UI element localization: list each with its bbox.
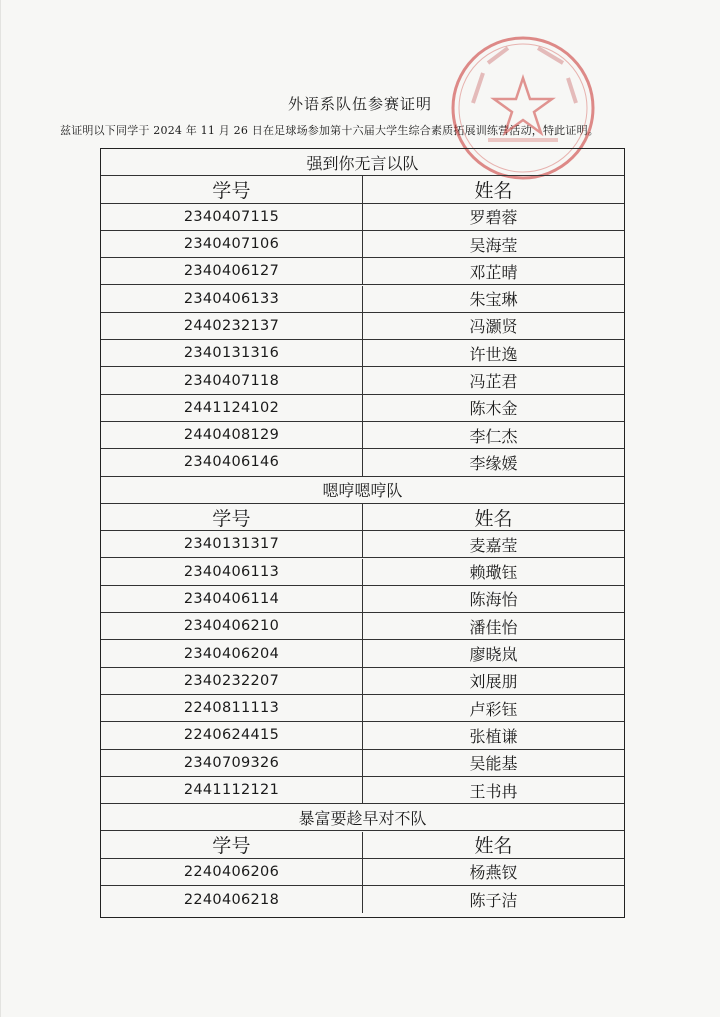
table-row bbox=[101, 695, 624, 722]
team-name-row: 嗯哼嗯哼队 bbox=[101, 477, 624, 504]
table-row bbox=[101, 313, 624, 340]
table-row bbox=[101, 613, 624, 640]
student-id-cell: 2340131316 bbox=[101, 340, 363, 366]
student-id-cell: 2240406206 bbox=[101, 859, 363, 885]
student-name-cell: 张植谦 bbox=[469, 726, 518, 746]
student-id-cell: 2340407115 bbox=[101, 204, 363, 230]
name-header: 姓名 bbox=[474, 507, 513, 530]
student-name-cell: 王书冉 bbox=[469, 781, 518, 801]
document-title: 外语系队伍参赛证明 bbox=[287, 95, 432, 113]
student-id-cell: 2340406133 bbox=[101, 286, 363, 312]
table-row bbox=[101, 750, 624, 777]
student-id-header: 学号 bbox=[101, 504, 363, 530]
table-row bbox=[101, 204, 624, 231]
table-row bbox=[101, 640, 624, 667]
table-row bbox=[101, 668, 624, 695]
student-name-cell: 陈木金 bbox=[469, 399, 518, 419]
table-row bbox=[101, 286, 624, 313]
table-row bbox=[101, 559, 624, 586]
student-name-cell: 杨燕钗 bbox=[469, 863, 518, 883]
table-row bbox=[101, 395, 624, 422]
student-id-cell: 2340406146 bbox=[101, 449, 363, 475]
student-id-cell: 2441112121 bbox=[101, 777, 363, 803]
student-name-cell: 许世逸 bbox=[469, 344, 518, 364]
student-id-cell: 2340406113 bbox=[101, 559, 363, 585]
roster-table bbox=[100, 148, 625, 918]
table-row bbox=[101, 231, 624, 258]
student-id-cell: 2340407106 bbox=[101, 231, 363, 257]
student-id-cell: 2340232207 bbox=[101, 668, 363, 694]
student-name-cell: 冯灏贤 bbox=[469, 317, 518, 337]
table-row bbox=[101, 367, 624, 394]
team-name-row: 暴富要趁早对不队 bbox=[101, 804, 624, 831]
student-name-cell: 赖璥钰 bbox=[469, 563, 518, 583]
table-row bbox=[101, 422, 624, 449]
table-row bbox=[101, 531, 624, 558]
student-id-cell: 2441124102 bbox=[101, 395, 363, 421]
student-name-cell: 罗碧蓉 bbox=[469, 208, 518, 228]
student-name-cell: 潘佳怡 bbox=[469, 617, 518, 637]
table-row bbox=[101, 449, 624, 476]
student-id-cell: 2240624415 bbox=[101, 722, 363, 748]
student-id-cell: 2340406210 bbox=[101, 613, 363, 639]
certification-statement: 兹证明以下同学于 2024 年 11 月 26 日在足球场参加第十六届大学生综合素质拓展训练营活动，特此证明。 bbox=[60, 124, 599, 137]
student-name-cell: 邓芷晴 bbox=[469, 262, 518, 282]
student-name-cell: 刘展朋 bbox=[469, 672, 518, 692]
table-row bbox=[101, 886, 624, 913]
column-header-row bbox=[101, 504, 624, 531]
column-header-row bbox=[101, 832, 624, 859]
student-id-cell: 2340406114 bbox=[101, 586, 363, 612]
table-row bbox=[101, 340, 624, 367]
student-name-cell: 陈海怡 bbox=[469, 590, 518, 610]
table-row bbox=[101, 859, 624, 886]
student-id-cell: 2440232137 bbox=[101, 313, 363, 339]
student-id-cell: 2340131317 bbox=[101, 531, 363, 557]
table-row bbox=[101, 722, 624, 749]
student-name-cell: 廖晓岚 bbox=[469, 645, 518, 665]
table-row bbox=[101, 777, 624, 804]
team-name-row: 强到你无言以队 bbox=[101, 149, 624, 176]
student-id-cell: 2240811113 bbox=[101, 695, 363, 721]
student-id-cell: 2440408129 bbox=[101, 422, 363, 448]
student-id-cell: 2340406204 bbox=[101, 640, 363, 666]
name-header: 姓名 bbox=[474, 179, 513, 202]
student-name-cell: 冯芷君 bbox=[469, 372, 518, 392]
student-id-cell: 2240406218 bbox=[101, 886, 363, 913]
student-id-header: 学号 bbox=[101, 176, 363, 202]
student-id-header: 学号 bbox=[101, 832, 363, 858]
column-header-row bbox=[101, 176, 624, 203]
student-name-cell: 李缘媛 bbox=[469, 453, 518, 473]
student-name-cell: 麦嘉莹 bbox=[469, 535, 518, 555]
name-header: 姓名 bbox=[474, 835, 513, 858]
student-name-cell: 吴能基 bbox=[469, 754, 518, 774]
student-name-cell: 陈子洁 bbox=[469, 891, 518, 911]
student-id-cell: 2340407118 bbox=[101, 367, 363, 393]
student-name-cell: 卢彩钰 bbox=[469, 699, 518, 719]
student-id-cell: 2340406127 bbox=[101, 258, 363, 284]
student-name-cell: 李仁杰 bbox=[469, 426, 518, 446]
student-name-cell: 吴海莹 bbox=[469, 235, 518, 255]
table-row bbox=[101, 586, 624, 613]
table-row bbox=[101, 258, 624, 285]
student-name-cell: 朱宝琳 bbox=[469, 290, 518, 310]
student-id-cell: 2340709326 bbox=[101, 750, 363, 776]
